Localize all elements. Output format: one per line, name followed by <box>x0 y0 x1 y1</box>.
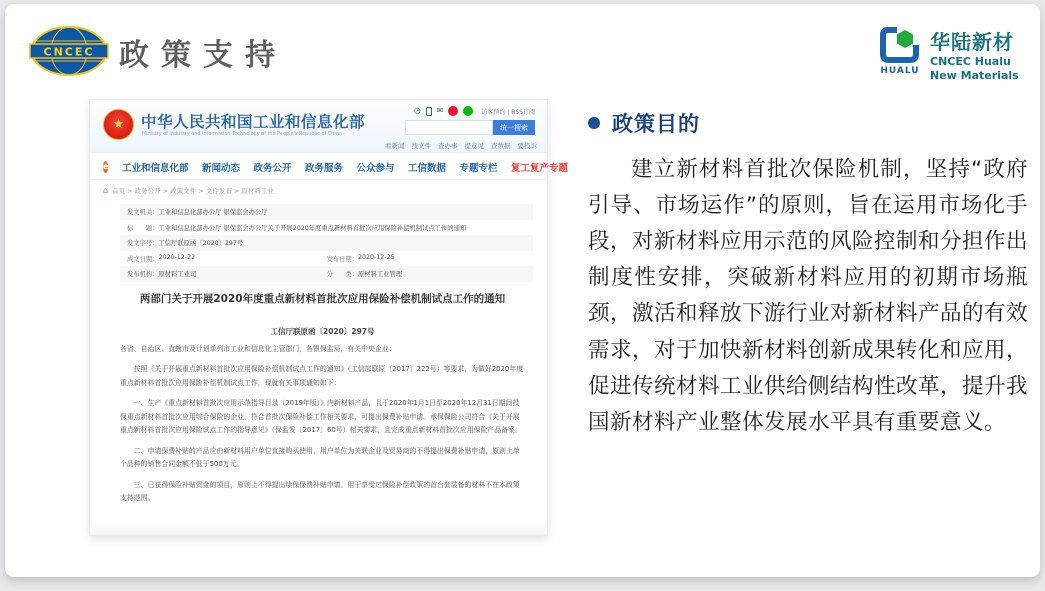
cncec-logo <box>29 24 109 78</box>
quick-link-complaint[interactable]: 要投诉 <box>517 142 537 150</box>
site-header <box>90 100 547 153</box>
document-number: 工信厅联原函〔2020〕297号 <box>270 327 375 336</box>
hualu-logo <box>877 26 1019 83</box>
quick-link-data[interactable]: 查数据 <box>491 142 511 150</box>
quick-link-services[interactable]: 查办事 <box>438 142 458 150</box>
hualu-wordmark <box>930 26 1019 83</box>
svg-text:CNCEC: CNCEC <box>43 45 95 59</box>
bullet-icon <box>588 117 600 129</box>
policy-purpose-panel <box>588 108 1028 441</box>
miit-website-screenshot <box>89 99 569 536</box>
policy-purpose-title: 政策目的 <box>612 112 700 136</box>
meta-row-title <box>120 220 533 236</box>
weibo-icon[interactable] <box>448 106 458 116</box>
home-icon: ⌂ <box>103 186 109 195</box>
cncec-globe-icon <box>29 24 109 78</box>
hualu-name-en2: New Materials <box>930 68 1019 82</box>
accessibility-icon[interactable]: ◷ <box>413 106 421 115</box>
meta-value: 原材料工业管理 <box>357 271 403 279</box>
meta-value: 原材料工业司 <box>158 271 197 279</box>
gov-site-logo-icon[interactable]: e <box>103 162 109 171</box>
policy-purpose-body: 建立新材料首批次保险机制，坚持“政府引导、市场运作”的原则，旨在运用市场化手段，对新材料应用示范的风险控制和分担作出制度性安排，突破新材料应用的初期市场瓶颈，激活和释放下游行业对新材料产品的有效需求，对于加快新材料创新成果转化和应用，促进传统材料工业供给侧结构性改革，提升我国新材料产业整体发展水平具有重要意义。 <box>588 157 1029 435</box>
doc-paragraph: 二、申请保费补贴的产品应由新材料用户单位直接购买使用，用户单位为关联企业及贸易商的不得提出保费补贴申请，原则上单个品种的销售合同金额不低于500万元。 <box>120 446 520 469</box>
document-body <box>120 343 525 513</box>
site-search <box>405 120 535 135</box>
emblem-star-glyph: ★ <box>112 117 125 132</box>
hualu-mark-icon <box>877 26 923 76</box>
nav-item-data[interactable]: 工信数据 <box>408 162 447 174</box>
quick-link-files[interactable]: 找文件 <box>411 142 431 150</box>
page-title: 政策支持 <box>119 38 287 73</box>
quick-link-feedback[interactable]: 提意见 <box>464 142 484 150</box>
site-search-button[interactable]: 统一搜索 <box>493 120 535 135</box>
meta-row-publisher <box>120 266 533 282</box>
doc-paragraph: 一、生产《重点新材料首批次应用示范指导目录（2019年版）》内新材料产品，且于2020年1月1日至2020年12月31日期间投保重点新材料首批次应用综合保险的企业，符合首批次保险补偿工作相关要求，可提出保费补贴申请。承保保险公司符合《关于开展重点新材料首批次应用保险试点工作的指导意见》（保监发〔2017〕60号）相关要求，且完成重点新材料首批次应用保险产品备案。 <box>120 399 522 435</box>
breadcrumb-path: 首页 > 政务公开 > 政策文件 > 文件发布 > 原材料工业 <box>112 187 274 195</box>
meta-value: 工业和信息化部办公厅 银保监会办公厅 <box>158 209 268 217</box>
hualu-mark-word: HUALU <box>880 66 920 76</box>
header-icons <box>414 106 535 116</box>
quick-links <box>385 141 537 150</box>
nav-item-topics[interactable]: 专题专栏 <box>459 162 498 174</box>
hualu-name-cn: 华陆新材 <box>930 30 1014 54</box>
meta-label: 发布机构： <box>127 271 159 279</box>
document-meta-table <box>120 204 533 282</box>
mobile-icon[interactable] <box>426 107 432 116</box>
policy-purpose-header <box>588 108 1028 138</box>
meta-label: 分 类： <box>326 271 358 279</box>
nav-item-services[interactable]: 政务服务 <box>304 162 343 174</box>
site-search-input[interactable] <box>405 120 493 135</box>
site-nav <box>90 154 569 180</box>
meta-value: 工业和信息化部办公厅 银保监会办公厅关于开展2020年度重点新材料首批次应用保险补偿机制试点工作的通知 <box>158 224 467 232</box>
hualu-name-en1: CNCEC Hualu <box>930 55 1011 68</box>
doc-paragraph: 按照《关于开展重点新材料首批次应用保险补偿机制试点工作的通知》（工信部联原〔2017〕222号）等要求，为做好2020年度重点新材料首批次应用保险补偿机制试点工作，现就有关事项通知如下： <box>120 365 524 387</box>
meta-row-issuing-org <box>120 204 533 220</box>
visitor-rss-links[interactable]: 访客预约 | RSS订阅 <box>481 108 535 116</box>
meta-label: 发文机关： <box>127 209 159 217</box>
nav-item-participation[interactable]: 公众参与 <box>356 162 395 174</box>
quick-link-news[interactable]: 看新闻 <box>385 142 405 150</box>
nav-item-miit[interactable]: 工业和信息化部 <box>121 162 189 174</box>
nav-item-news[interactable]: 新闻动态 <box>201 162 240 174</box>
meta-label: 发布日期： <box>326 255 358 263</box>
wechat-icon[interactable] <box>463 106 473 116</box>
site-org-name-en: Ministry of Industry and Information Technology of the People's Republic of China <box>142 131 342 137</box>
meta-value: 2020-12-22 <box>158 253 196 261</box>
doc-paragraph: 三、已获得保险补贴资金的项目，原则上不得提出续保保费补贴申请。用于享受过保险补偿政策的首台套装备的材料不在本政策支持范围。 <box>120 480 520 503</box>
meta-value: 2020-12-25 <box>357 253 395 261</box>
meta-value: 工信厅联原函〔2020〕297号 <box>158 240 244 248</box>
national-emblem-icon <box>103 109 134 140</box>
site-org-name: 中华人民共和国工业和信息化部 <box>141 113 366 131</box>
document-title: 两部门关于开展2020年度重点新材料首批次应用保险补偿机制试点工作的通知 <box>139 293 506 305</box>
meta-row-dates <box>120 251 533 267</box>
doc-paragraph: 各省、自治区、直辖市及计划单列市工业和信息化主管部门，各银保监局，有关中央企业： <box>120 345 396 353</box>
mail-icon[interactable]: ✉ <box>436 106 444 115</box>
nav-item-resumption[interactable]: 复工复产专题 <box>511 162 569 174</box>
slide-card <box>5 4 1040 577</box>
screenshot-bottom-fade <box>90 521 547 535</box>
meta-label: 成文日期： <box>127 255 159 263</box>
nav-item-disclosure[interactable]: 政务公开 <box>253 162 292 174</box>
meta-row-doc-number <box>120 235 533 251</box>
breadcrumb[interactable] <box>103 186 274 195</box>
meta-label: 发文字号： <box>127 240 159 248</box>
meta-label: 标 题： <box>127 224 159 232</box>
